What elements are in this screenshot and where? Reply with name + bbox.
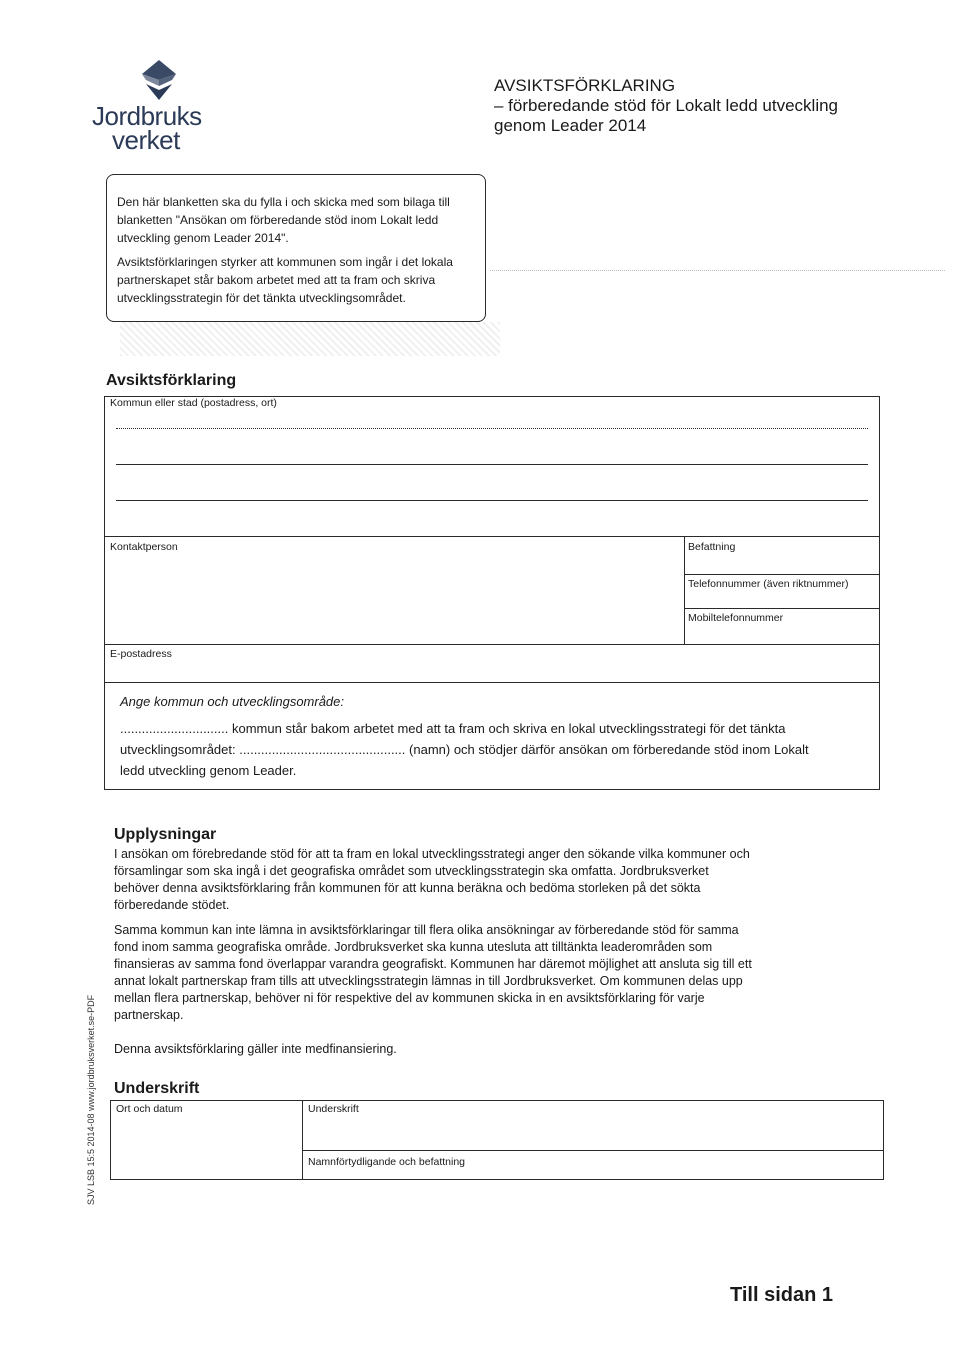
municipality-line-1[interactable]: [116, 428, 868, 429]
place-date-field[interactable]: [116, 1120, 296, 1176]
statement-line-1: kommun står bakom arbetet med att ta fram och skriva en lokal utvecklingsstrategi för det tänkta: [231, 721, 786, 736]
section-title-underskrift: Underskrift: [114, 1080, 200, 1097]
contact-person-field[interactable]: [116, 556, 676, 642]
label-email: E-postadress: [110, 648, 172, 660]
label-place-date: Ort och datum: [116, 1103, 183, 1115]
info-paragraph-1: I ansökan om förebredande stöd för att ta fram en lokal utvecklingsstrategi anger den sökande vilka kommuner och församlingar som ska ingå i det geografiska området som utvecklingsstrategin ska omfatta. Jordbruksverket behöver denna avsiktsförklaring från kommunen för att kunna beräkna och bedöma storleken på det sökta förberedande stödet.: [114, 847, 750, 912]
signature-field[interactable]: [308, 1118, 878, 1148]
intro-paragraph-2: Avsiktsförklaringen styrker att kommunen som ingår i det lokala partnerskapet står bakom arbetet med att ta fram och skriva utvecklingsstrategin för det tänkta utvecklingsområdet.: [117, 255, 453, 305]
municipality-line-3[interactable]: [116, 500, 868, 501]
municipality-line-2[interactable]: [116, 464, 868, 465]
label-name-position: Namnförtydligande och befattning: [308, 1156, 466, 1168]
jordbruksverket-logo-icon: [136, 58, 182, 102]
divider-email: [105, 644, 879, 645]
label-position: Befattning: [688, 541, 736, 553]
intro-paragraph-1: Den här blanketten ska du fylla i och skicka med som bilaga till blanketten "Ansökan om förberedande stöd inom Lokalt ledd utveckling genom Leader 2014".: [117, 195, 450, 245]
intro-box: [106, 174, 486, 322]
divider-vertical: [684, 536, 685, 644]
label-mobile: Mobiltelefonnummer: [688, 612, 784, 624]
section-title-avsiktsforklaring: Avsiktsförklaring: [106, 372, 237, 389]
logo-line2: verket: [112, 125, 180, 155]
info-text: [114, 846, 754, 1032]
scan-speckle: [120, 322, 500, 356]
title-main: AVSIKTSFÖRKLARING: [494, 76, 676, 95]
info-paragraph-2: Samma kommun kan inte lämna in avsiktsförklaringar till flera olika ansökningar av förberedande stöd för samma fond inom samma geografiska område. Jordbruksverket ska kunna utesluta att tilltänkta leaderområden som finansieras av samma fond överlappar varandra geografiskt. Kommunen har däremot möjlighet att ansluta sig till ett annat lokalt partnerskap fram tills att utvecklingsstrategin lämnas in till Jordbruksverket. Om kommunen delas upp mellan flera partnerskap, behöver ni för respektive del av kommunen skicka in en avsiktsförklaring för varje partnerskap.: [114, 923, 752, 1022]
divider-statement: [105, 682, 879, 683]
label-contact-person: Kontaktperson: [110, 541, 178, 553]
label-signature: Underskrift: [308, 1103, 359, 1115]
statement-blank-municipality[interactable]: ..............................: [120, 721, 229, 736]
label-phone: Telefonnummer (även riktnummer): [688, 578, 849, 590]
statement-line-3: ledd utveckling genom Leader.: [120, 763, 297, 778]
title-sub2: genom Leader 2014: [494, 116, 647, 135]
form-code: SJV LSB 15:5 2014-08 www.jordbruksverket.se-PDF: [86, 994, 96, 1205]
logo-line1: Jordbruks: [92, 101, 202, 131]
title-sub1: – förberedande stöd för Lokalt ledd utveckling: [494, 96, 839, 115]
statement-line-2b: (namn) och stödjer därför ansökan om förberedande stöd inom Lokalt: [409, 742, 809, 757]
section-title-upplysningar: Upplysningar: [114, 826, 217, 843]
divider-mobile: [684, 608, 879, 609]
page-nav-link[interactable]: Till sidan 1: [730, 1284, 833, 1306]
signature-divider-horizontal: [302, 1150, 884, 1151]
info-paragraph-3: Denna avsiktsförklaring gäller inte medfinansiering.: [114, 1042, 397, 1056]
email-field[interactable]: [116, 662, 866, 680]
document-title: [494, 76, 838, 136]
statement-text: [120, 718, 809, 781]
label-municipality: Kommun eller stad (postadress, ort): [110, 397, 277, 409]
statement-blank-area[interactable]: ..............................................: [239, 742, 406, 757]
statement-line-2a: utvecklingsområdet:: [120, 742, 236, 757]
statement-heading: Ange kommun och utvecklingsområde:: [120, 694, 345, 709]
logo-wordmark: [92, 101, 202, 155]
scan-dotted-line: [490, 270, 945, 271]
divider-phone: [684, 574, 879, 575]
signature-divider-vertical: [302, 1100, 303, 1180]
divider-contact: [105, 536, 879, 537]
